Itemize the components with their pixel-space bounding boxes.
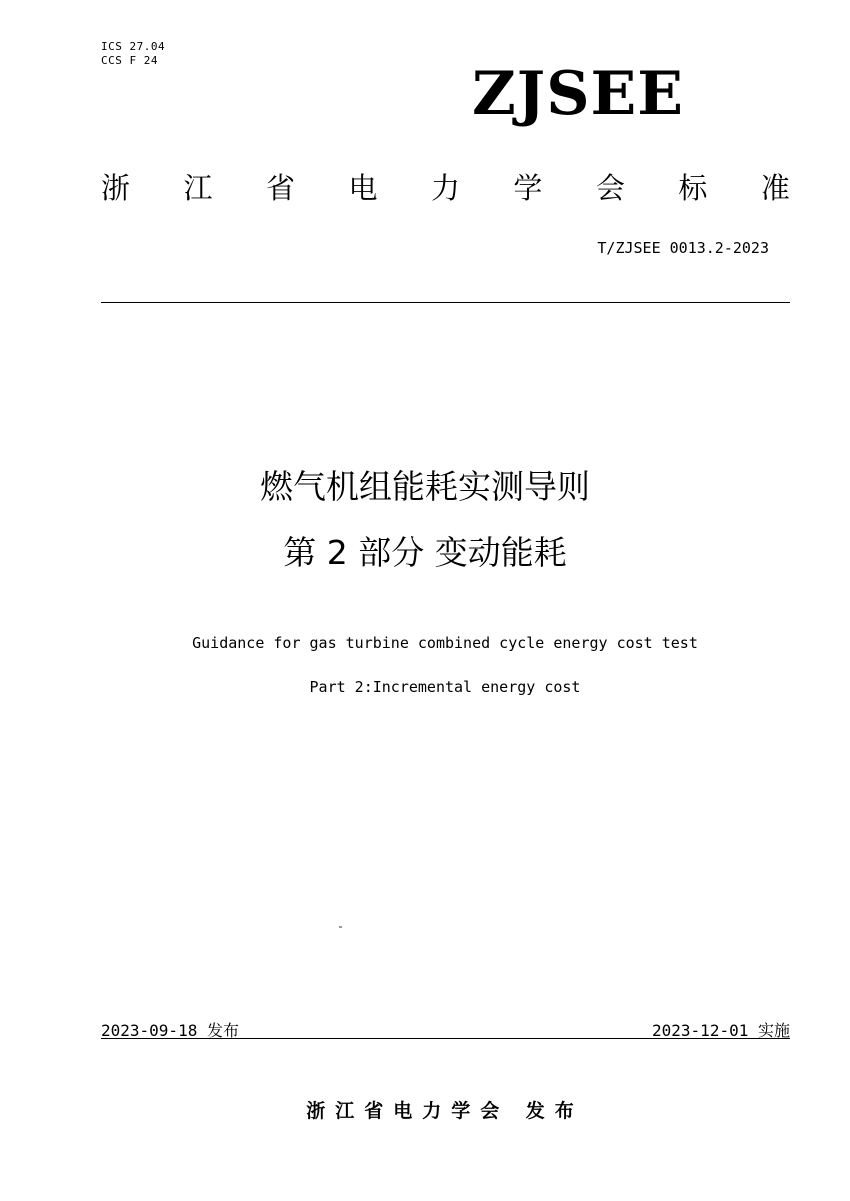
org-title-char: 江 bbox=[183, 170, 213, 205]
english-title-line-2: Part 2:Incremental energy cost bbox=[309, 678, 581, 696]
publish-date: 2023-09-18 bbox=[101, 1021, 198, 1040]
ccs-code: CCS F 24 bbox=[101, 54, 158, 67]
org-title-char: 准 bbox=[760, 170, 790, 205]
implement-label: 实施 bbox=[757, 1021, 790, 1040]
zjsee-logo: ZJSEE bbox=[472, 59, 684, 129]
org-title-char: 标 bbox=[678, 170, 708, 205]
standard-number: T/ZJSEE 0013.2-2023 bbox=[597, 239, 769, 257]
publish-label: 发布 bbox=[206, 1021, 239, 1040]
org-title-char: 学 bbox=[513, 170, 543, 205]
classification-codes bbox=[101, 40, 165, 68]
scan-speck bbox=[339, 926, 342, 928]
publisher-line: 浙江省电力学会 发布 bbox=[306, 1100, 584, 1122]
implement-date: 2023-12-01 bbox=[652, 1021, 749, 1040]
org-title-char: 浙 bbox=[101, 170, 131, 205]
org-title-char: 省 bbox=[265, 170, 295, 205]
footer-divider bbox=[101, 1038, 790, 1039]
header-divider bbox=[101, 302, 790, 303]
ics-code: ICS 27.04 bbox=[101, 40, 166, 53]
org-title-char: 力 bbox=[430, 170, 460, 205]
chinese-title-line-2: 第 2 部分 变动能耗 bbox=[283, 533, 567, 572]
org-title-char: 电 bbox=[348, 170, 378, 205]
english-title-line-1: Guidance for gas turbine combined cycle energy cost test bbox=[192, 634, 698, 652]
chinese-title-line-1: 燃气机组能耗实测导则 bbox=[260, 467, 590, 506]
organization-standard-title bbox=[101, 166, 790, 206]
org-title-char: 会 bbox=[595, 170, 625, 205]
